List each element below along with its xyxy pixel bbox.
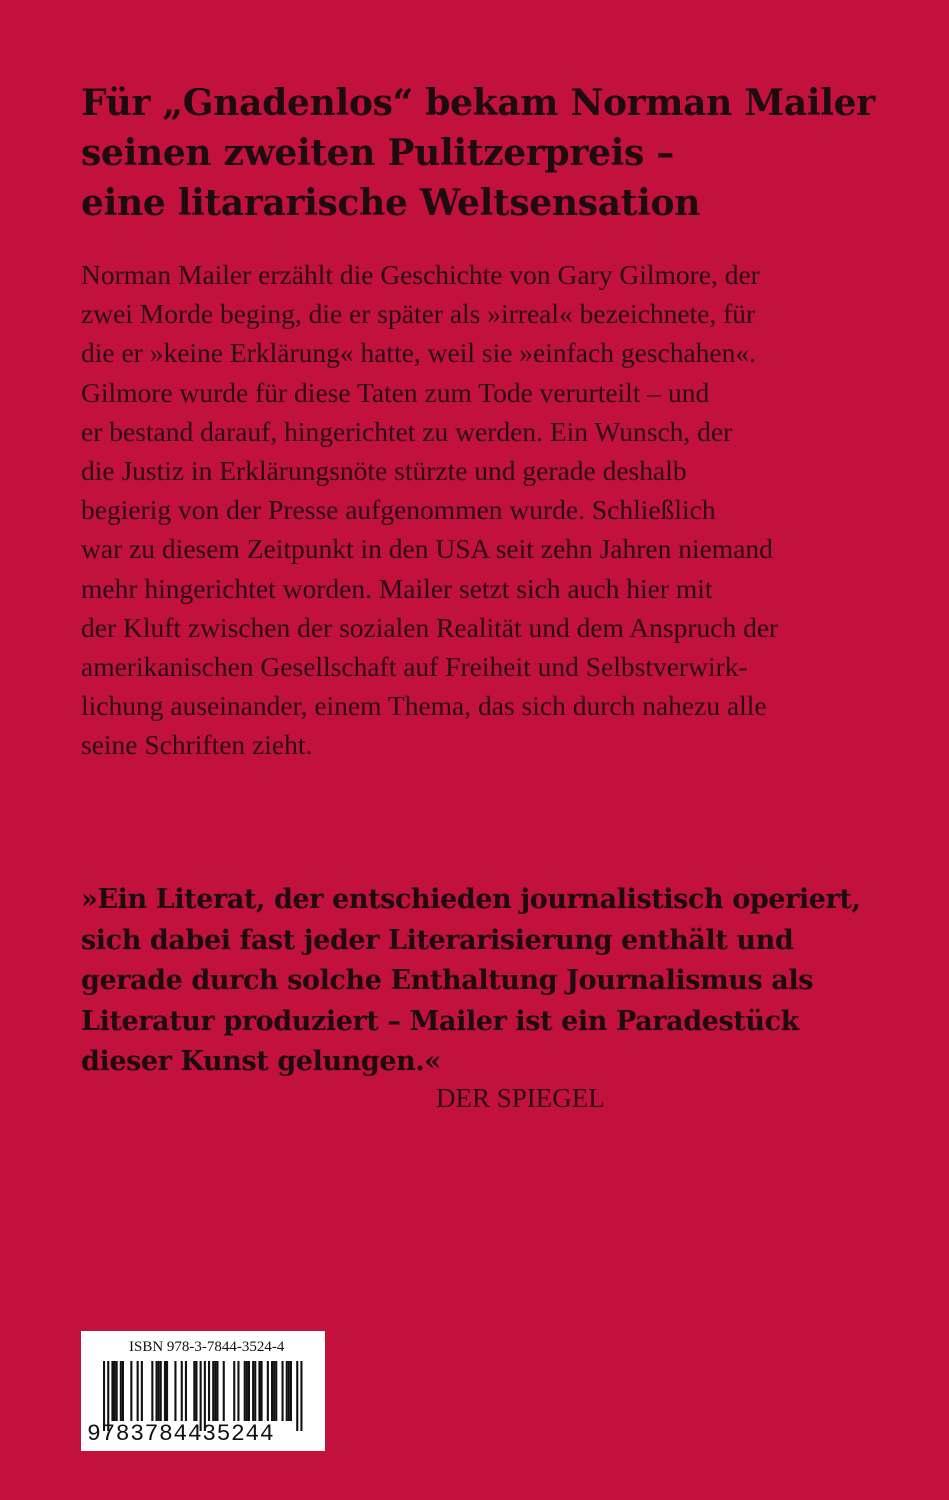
barcode-bar — [195, 1361, 197, 1421]
barcode-bar — [261, 1361, 263, 1421]
barcode-bar — [151, 1361, 153, 1421]
headline-line: Für „Gnadenlos“ bekam Norman Mailer — [81, 82, 875, 124]
barcode-bar — [130, 1361, 132, 1421]
blurb-line: der Kluft zwischen der sozialen Realität und dem Anspruch der — [81, 611, 779, 643]
barcode-bar — [258, 1361, 260, 1421]
blurb-line: seine Schriften zieht. — [81, 729, 313, 761]
barcode-bar — [254, 1361, 256, 1421]
barcode-bar — [212, 1361, 214, 1421]
blurb-line: die er »keine Erklärung« hatte, weil sie »einfach geschahen«. — [81, 337, 756, 369]
barcode-bar — [181, 1361, 183, 1421]
barcode-bar — [116, 1361, 118, 1421]
blurb-line: amerikanischen Gesellschaft auf Freiheit und Selbstverwirk- — [81, 651, 748, 683]
quote-line: Literatur produziert – Mailer ist ein Paradestück — [81, 1005, 799, 1037]
barcode-bar — [193, 1361, 195, 1421]
quote-line: sich dabei fast jeder Literarisierung enthält und — [81, 924, 794, 956]
blurb-line: war zu diesem Zeitpunkt in den USA seit zehn Jahren niemand — [81, 533, 773, 565]
blurb-line: mehr hingerichtet worden. Mailer setzt sich auch hier mit — [81, 572, 713, 604]
barcode-bar — [273, 1361, 275, 1421]
quote-line: »Ein Literat, der entschieden journalistisch operiert, — [81, 884, 861, 915]
headline-line: seinen zweiten Pulitzerpreis – — [81, 132, 674, 174]
barcode-bar — [296, 1361, 298, 1431]
blurb-line: lichung auseinander, einem Thema, das sich durch nahezu alle — [81, 690, 767, 722]
barcode-bar — [290, 1361, 292, 1421]
headline — [81, 78, 881, 228]
barcode-bar — [174, 1361, 176, 1421]
barcode-bar — [114, 1361, 116, 1421]
barcode-bar — [252, 1361, 254, 1421]
barcode-bar — [160, 1361, 162, 1421]
barcode-bar — [223, 1361, 225, 1421]
barcode-bar — [267, 1361, 269, 1421]
blurb-line: Norman Mailer erzählt die Geschichte von Gary Gilmore, der — [81, 259, 760, 290]
blurb-line: die Justiz in Erklärungsnöte stürzte und gerade deshalb — [81, 455, 687, 487]
barcode-bar — [208, 1361, 210, 1421]
barcode-bar — [120, 1361, 122, 1421]
barcode-bar — [248, 1361, 250, 1421]
quote-line: dieser Kunst gelungen.« — [81, 1046, 441, 1077]
barcode-bar — [216, 1361, 218, 1421]
blurb-line: begierig von der Presse aufgenommen wurde. Schließlich — [81, 494, 716, 526]
barcode-bar — [237, 1361, 239, 1421]
barcode-bar — [275, 1361, 277, 1421]
barcode-digits: 9783784435244 — [87, 1421, 275, 1447]
blurb-text — [81, 255, 881, 765]
barcode-bar — [137, 1361, 139, 1421]
barcode-bar — [286, 1361, 288, 1421]
blurb-line: er bestand darauf, hingerichtet zu werden. Ein Wunsch, der — [81, 415, 733, 447]
barcode-bar — [271, 1361, 273, 1421]
barcode-bar — [111, 1361, 113, 1421]
barcode-bar — [185, 1361, 187, 1421]
press-quote — [81, 880, 901, 1083]
blurb-line: zwei Morde beging, die er später als »irreal« bezeichnete, für — [81, 298, 756, 330]
blurb-line: Gilmore wurde für diese Taten zum Tode verurteilt – und — [81, 376, 710, 408]
barcode-bar — [244, 1361, 246, 1421]
barcode-bar — [300, 1361, 302, 1431]
quote-line: gerade durch solche Enthaltung Journalismus als — [81, 965, 814, 996]
isbn-barcode — [81, 1331, 325, 1451]
barcode-bar — [166, 1361, 168, 1421]
barcode-bar — [288, 1361, 290, 1421]
barcode-bar — [214, 1361, 216, 1421]
quote-source: DER SPIEGEL — [436, 1083, 605, 1113]
barcode-bar — [141, 1361, 143, 1421]
barcode-bar — [156, 1361, 158, 1421]
barcode-bar — [246, 1361, 248, 1421]
barcode-bar — [282, 1361, 284, 1421]
barcode-bar — [233, 1361, 235, 1421]
isbn-label: ISBN 978-3-7844-3524-4 — [129, 1339, 285, 1355]
headline-line: eine litararische Weltsensation — [81, 182, 701, 224]
barcode-bar — [122, 1361, 124, 1421]
barcode-bar — [158, 1361, 160, 1421]
barcode-bar — [164, 1361, 166, 1421]
